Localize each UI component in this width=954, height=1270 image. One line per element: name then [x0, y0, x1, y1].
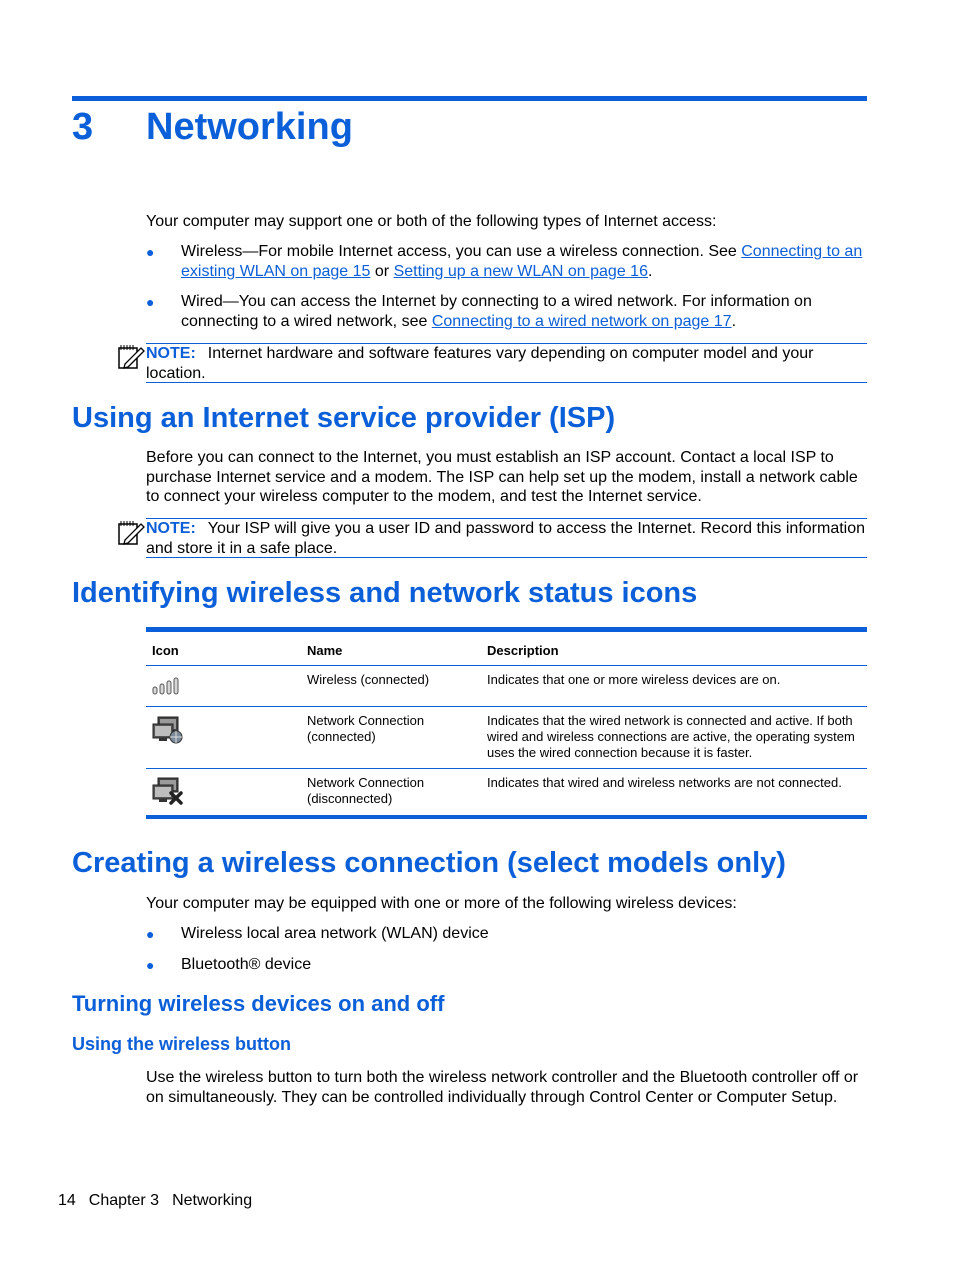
- network-connected-icon: [152, 716, 184, 744]
- table-cell-name: Wireless (connected): [307, 672, 430, 687]
- table-header-name: Name: [307, 643, 343, 658]
- table-cell-description: Indicates that wired and wireless networks are not connected.: [487, 775, 842, 790]
- table-header-description: Description: [487, 643, 559, 658]
- note-icon: [117, 344, 145, 370]
- bullet-bluetooth-device: Bluetooth® device: [181, 956, 312, 973]
- table-header-icon: Icon: [152, 643, 179, 658]
- bullet-wireless: Wireless—For mobile Internet access, you can use a wireless connection. See Connecting to an existing WLAN on page 15 or Setting up a new WLAN on page 16.: [181, 243, 863, 280]
- note-icon: [117, 520, 145, 546]
- note-box: [146, 343, 867, 383]
- table-row: [146, 666, 867, 707]
- table-cell-name: Network Connection (disconnected): [307, 775, 425, 806]
- chapter-number: 3: [72, 106, 94, 148]
- bullet-wired: Wired—You can access the Internet by connecting to a wired network. For information on connecting to a wired network, see Connecting to a wired network on page 17.: [181, 293, 812, 330]
- table-cell-description: Indicates that the wired network is connected and active. If both wired and wireless connections are active, the operating system uses the wired connection because it is faster.: [487, 713, 855, 760]
- heading-status-icons: Identifying wireless and network status icons: [72, 577, 698, 609]
- link-wired-network[interactable]: Connecting to a wired network on page 17: [431, 312, 732, 330]
- wireless-intro-paragraph: Your computer may be equipped with one or more of the following wireless devices:: [146, 895, 737, 912]
- heading-wireless-button: Using the wireless button: [72, 1034, 292, 1054]
- note-box: [146, 518, 867, 558]
- page-footer: [58, 1192, 265, 1210]
- link-existing-wlan[interactable]: Connecting to an existing WLAN on page 15: [181, 243, 863, 280]
- page-number: 14: [58, 1192, 76, 1209]
- heading-isp: Using an Internet service provider (ISP): [72, 402, 616, 434]
- note-label: NOTE:: [146, 520, 196, 537]
- bullet-icon: ●: [146, 294, 155, 310]
- wireless-bars-icon: [152, 676, 182, 696]
- note-text: Your ISP will give you a user ID and password to access the Internet. Record this information and store it in a safe place.: [146, 520, 866, 557]
- isp-paragraph: Before you can connect to the Internet, you must establish an ISP account. Contact a local ISP to purchase Internet service and a modem. The ISP can help set up the modem, install a network cable to connect your wireless computer to the modem, and test the Internet service.: [146, 449, 858, 505]
- note-text: Internet hardware and software features vary depending on computer model and your location.: [146, 345, 814, 382]
- bullet-icon: ●: [146, 244, 155, 260]
- heading-turning-wireless: Turning wireless devices on and off: [72, 991, 445, 1016]
- chapter-title: Networking: [146, 106, 353, 148]
- table-row: [146, 707, 867, 769]
- table-header-row: [146, 632, 867, 666]
- table-cell-name: Network Connection (connected): [307, 713, 425, 744]
- heading-wireless-connection: Creating a wireless connection (select models only): [72, 847, 786, 879]
- table-cell-description: Indicates that one or more wireless devices are on.: [487, 672, 781, 687]
- bullet-icon: ●: [146, 926, 155, 942]
- status-icons-table: [146, 627, 867, 819]
- network-disconnected-icon: [152, 777, 184, 805]
- note-label: NOTE:: [146, 345, 196, 362]
- table-row: [146, 769, 867, 815]
- link-new-wlan[interactable]: Setting up a new WLAN on page 16: [393, 262, 648, 280]
- intro-paragraph: Your computer may support one or both of the following types of Internet access:: [146, 213, 717, 230]
- footer-title: Networking: [172, 1192, 253, 1209]
- chapter-rule: [72, 96, 867, 101]
- bullet-icon: ●: [146, 957, 155, 973]
- wireless-button-paragraph: Use the wireless button to turn both the wireless network controller and the Bluetooth controller off or on simultaneously. They can be controlled individually through Control Center or Computer Setup.: [146, 1069, 859, 1106]
- footer-chapter: Chapter 3: [88, 1192, 160, 1209]
- bullet-wlan-device: Wireless local area network (WLAN) device: [181, 925, 489, 942]
